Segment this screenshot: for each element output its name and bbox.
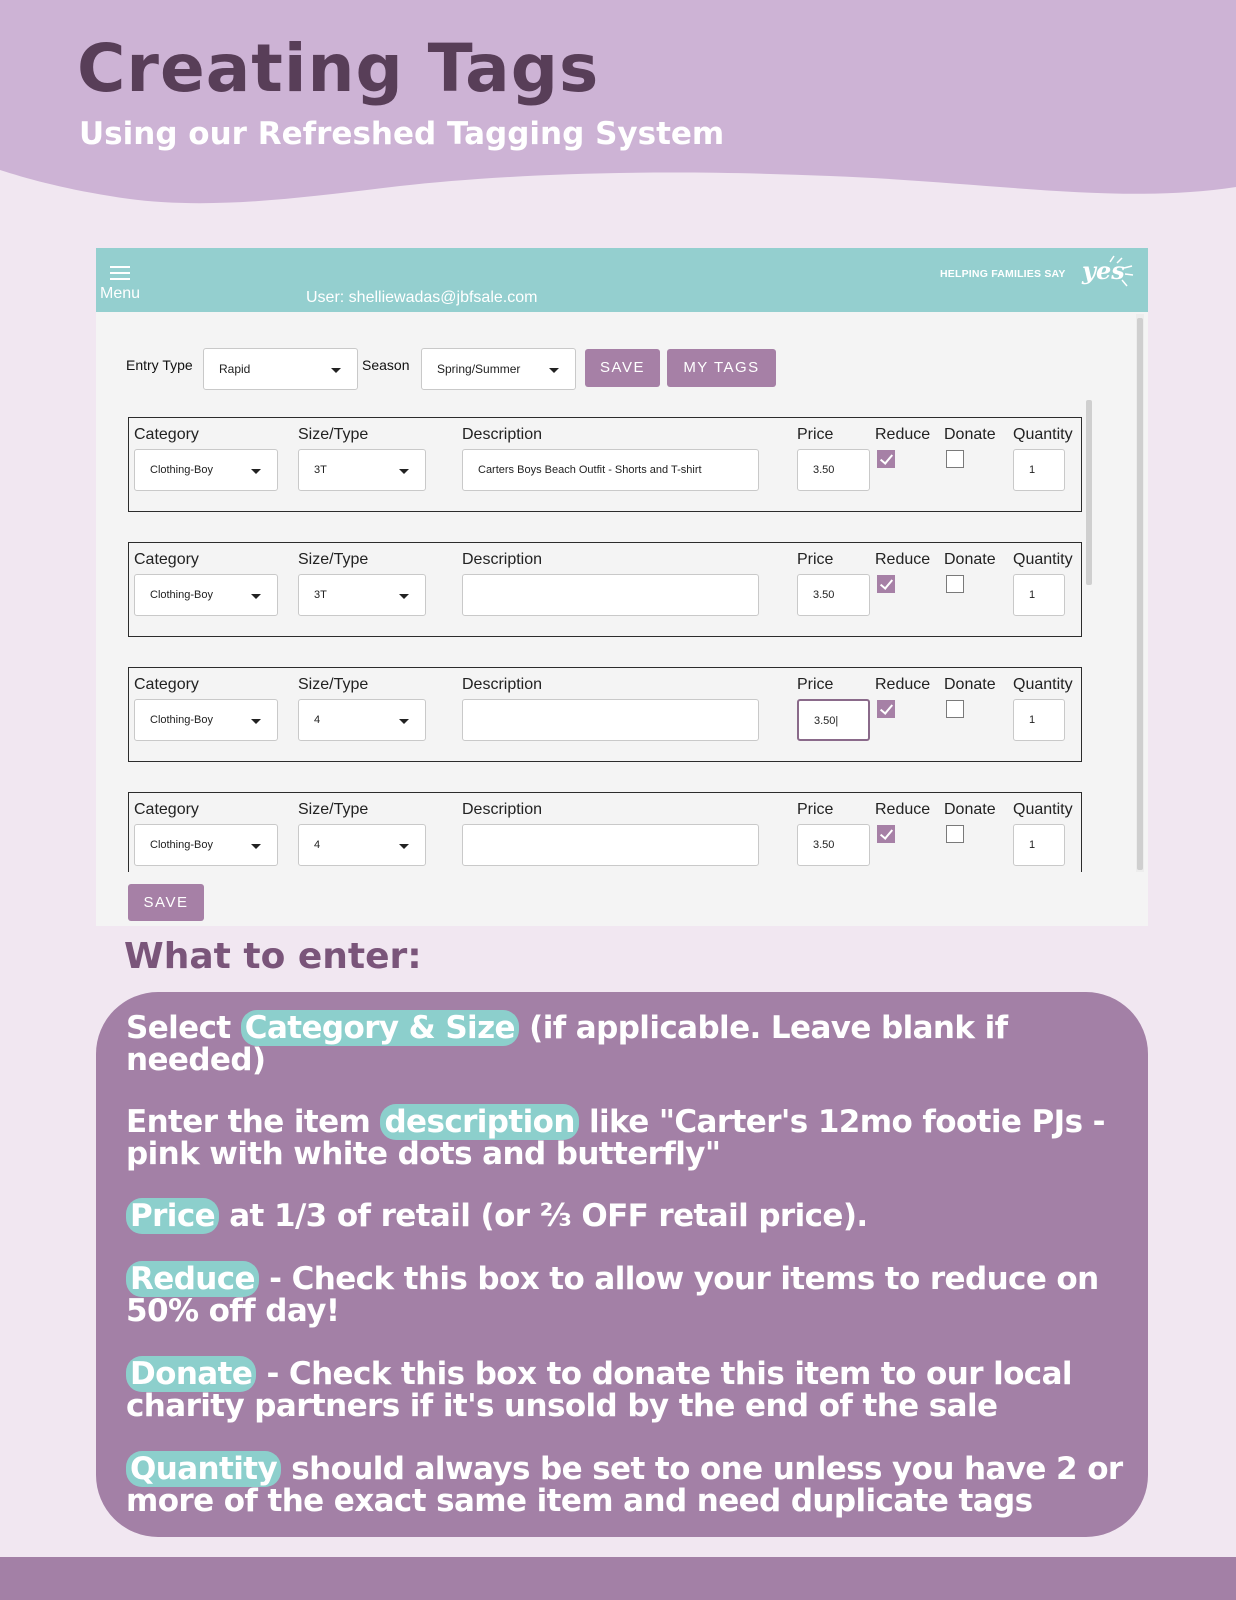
category-value: Clothing-Boy [150, 714, 213, 726]
tagging-app-screenshot [96, 248, 1148, 926]
size-select[interactable] [298, 574, 426, 616]
reduce-label: Reduce [875, 676, 931, 693]
menu-label: Menu [100, 285, 141, 302]
highlight-category-size: Category & Size [241, 1010, 519, 1046]
instructions-heading: What to enter: [124, 936, 422, 977]
quantity-label: Quantity [1013, 676, 1073, 693]
header-band [0, 0, 1236, 215]
category-value: Clothing-Boy [150, 464, 213, 476]
donate-checkbox[interactable] [946, 825, 964, 843]
quantity-value: 1 [1029, 589, 1036, 601]
price-input[interactable] [797, 824, 870, 866]
category-label: Category [134, 426, 199, 443]
list-scrollbar-thumb[interactable] [1086, 400, 1092, 585]
user-email: User: shelliewadas@jbfsale.com [306, 289, 538, 306]
highlight-description: description [380, 1104, 578, 1140]
quantity-input[interactable] [1013, 699, 1065, 741]
price-value: 3.50 [813, 464, 835, 476]
tip-price: Price at 1/3 of retail (or ⅔ OFF retail price). [126, 1200, 1126, 1232]
reduce-label: Reduce [875, 551, 931, 568]
my-tags-button[interactable]: MY TAGS [667, 349, 776, 387]
app-top-bar [96, 248, 1148, 312]
brand-tagline: HELPING FAMILIES SAY [940, 268, 1066, 280]
description-input[interactable] [462, 824, 759, 866]
reduce-checkbox[interactable] [877, 575, 895, 593]
reduce-checkbox[interactable] [877, 700, 895, 718]
caret-down-icon [251, 594, 261, 599]
entry-type-value: Rapid [219, 362, 251, 376]
description-label: Description [462, 801, 543, 818]
size-label: Size/Type [298, 801, 369, 818]
quantity-label: Quantity [1013, 426, 1073, 443]
donate-label: Donate [944, 676, 996, 693]
caret-down-icon [251, 469, 261, 474]
caret-down-icon [399, 469, 409, 474]
category-select[interactable] [134, 699, 278, 741]
brand-logo [940, 254, 1140, 298]
tip-category: Select Category & Size (if applicable. Leave blank if needed) [126, 1010, 1008, 1078]
tip-donate: Donate - Check this box to donate this item to our local charity partners if it's unsold by the end of the sale [126, 1356, 1072, 1424]
size-label: Size/Type [298, 426, 369, 443]
caret-down-icon [331, 368, 341, 373]
quantity-input[interactable] [1013, 449, 1065, 491]
caret-down-icon [251, 719, 261, 724]
caret-down-icon [399, 719, 409, 724]
category-select[interactable] [134, 824, 278, 866]
quantity-value: 1 [1029, 464, 1036, 476]
highlight-donate: Donate [126, 1356, 256, 1392]
price-input[interactable] [797, 449, 870, 491]
category-label: Category [134, 551, 199, 568]
tag-row [128, 542, 1082, 637]
description-input[interactable] [462, 574, 759, 616]
donate-checkbox[interactable] [946, 700, 964, 718]
caret-down-icon [399, 844, 409, 849]
caret-down-icon [399, 594, 409, 599]
donate-label: Donate [944, 426, 996, 443]
footer-area [96, 872, 1148, 926]
category-value: Clothing-Boy [150, 589, 213, 601]
season-label: Season [362, 357, 410, 373]
price-label: Price [797, 551, 834, 568]
menu-button[interactable] [98, 262, 148, 308]
description-label: Description [462, 426, 543, 443]
quantity-input[interactable] [1013, 824, 1065, 866]
caret-down-icon [549, 368, 559, 373]
tag-row [128, 417, 1082, 512]
entry-type-label: Entry Type [126, 357, 193, 373]
donate-label: Donate [944, 551, 996, 568]
size-select[interactable] [298, 699, 426, 741]
size-label: Size/Type [298, 551, 369, 568]
season-value: Spring/Summer [437, 362, 521, 376]
description-label: Description [462, 551, 543, 568]
donate-checkbox[interactable] [946, 575, 964, 593]
season-select[interactable] [421, 348, 576, 390]
price-label: Price [797, 426, 834, 443]
description-input[interactable] [462, 449, 759, 491]
save-button-bottom[interactable]: SAVE [128, 884, 204, 921]
brand-yes-word: yes [1082, 256, 1125, 285]
page-title: Creating Tags [77, 30, 600, 107]
category-select[interactable] [134, 574, 278, 616]
price-input[interactable] [797, 574, 870, 616]
quantity-input[interactable] [1013, 574, 1065, 616]
highlight-quantity: Quantity [126, 1451, 281, 1487]
price-label: Price [797, 676, 834, 693]
price-value: 3.50 [813, 839, 835, 851]
size-value: 4 [314, 714, 321, 726]
size-select[interactable] [298, 824, 426, 866]
size-label: Size/Type [298, 676, 369, 693]
highlight-price: Price [126, 1198, 219, 1234]
tip-description: Enter the item description like "Carter's 12mo footie PJs - pink with white dots and butterfly" [126, 1104, 1105, 1172]
reduce-checkbox[interactable] [877, 825, 895, 843]
page-subtitle: Using our Refreshed Tagging System [79, 116, 725, 152]
category-label: Category [134, 801, 199, 818]
donate-label: Donate [944, 801, 996, 818]
quantity-value: 1 [1029, 839, 1036, 851]
reduce-label: Reduce [875, 801, 931, 818]
tip-quantity: Quantity should always be set to one unless you have 2 or more of the exact same item and need duplicate tags [126, 1451, 1123, 1519]
description-input[interactable] [462, 699, 759, 741]
entry-type-select[interactable] [203, 348, 358, 390]
instructions-panel [96, 992, 1148, 1537]
size-select[interactable] [298, 449, 426, 491]
category-value: Clothing-Boy [150, 839, 213, 851]
hamburger-icon [110, 266, 130, 280]
donate-checkbox[interactable] [946, 450, 964, 468]
size-value: 3T [314, 589, 327, 601]
category-select[interactable] [134, 449, 278, 491]
quantity-value: 1 [1029, 714, 1036, 726]
sun-rays-icon [1100, 254, 1140, 294]
description-value: Carters Boys Beach Outfit - Shorts and T-shirt [478, 464, 702, 476]
category-label: Category [134, 676, 199, 693]
highlight-reduce: Reduce [126, 1261, 259, 1297]
size-value: 3T [314, 464, 327, 476]
footer-band [0, 1557, 1236, 1600]
reduce-checkbox[interactable] [877, 450, 895, 468]
quantity-label: Quantity [1013, 801, 1073, 818]
tag-row [128, 667, 1082, 762]
caret-down-icon [251, 844, 261, 849]
save-button-top[interactable]: SAVE [585, 349, 660, 387]
size-value: 4 [314, 839, 321, 851]
scrollbar-thumb[interactable] [1137, 318, 1143, 870]
price-label: Price [797, 801, 834, 818]
price-input[interactable] [797, 699, 870, 741]
price-value: 3.50 [813, 589, 835, 601]
quantity-label: Quantity [1013, 551, 1073, 568]
reduce-label: Reduce [875, 426, 931, 443]
tip-reduce: Reduce - Check this box to allow your items to reduce on 50% off day! [126, 1261, 1099, 1329]
description-label: Description [462, 676, 543, 693]
price-value: 3.50| [814, 715, 839, 727]
